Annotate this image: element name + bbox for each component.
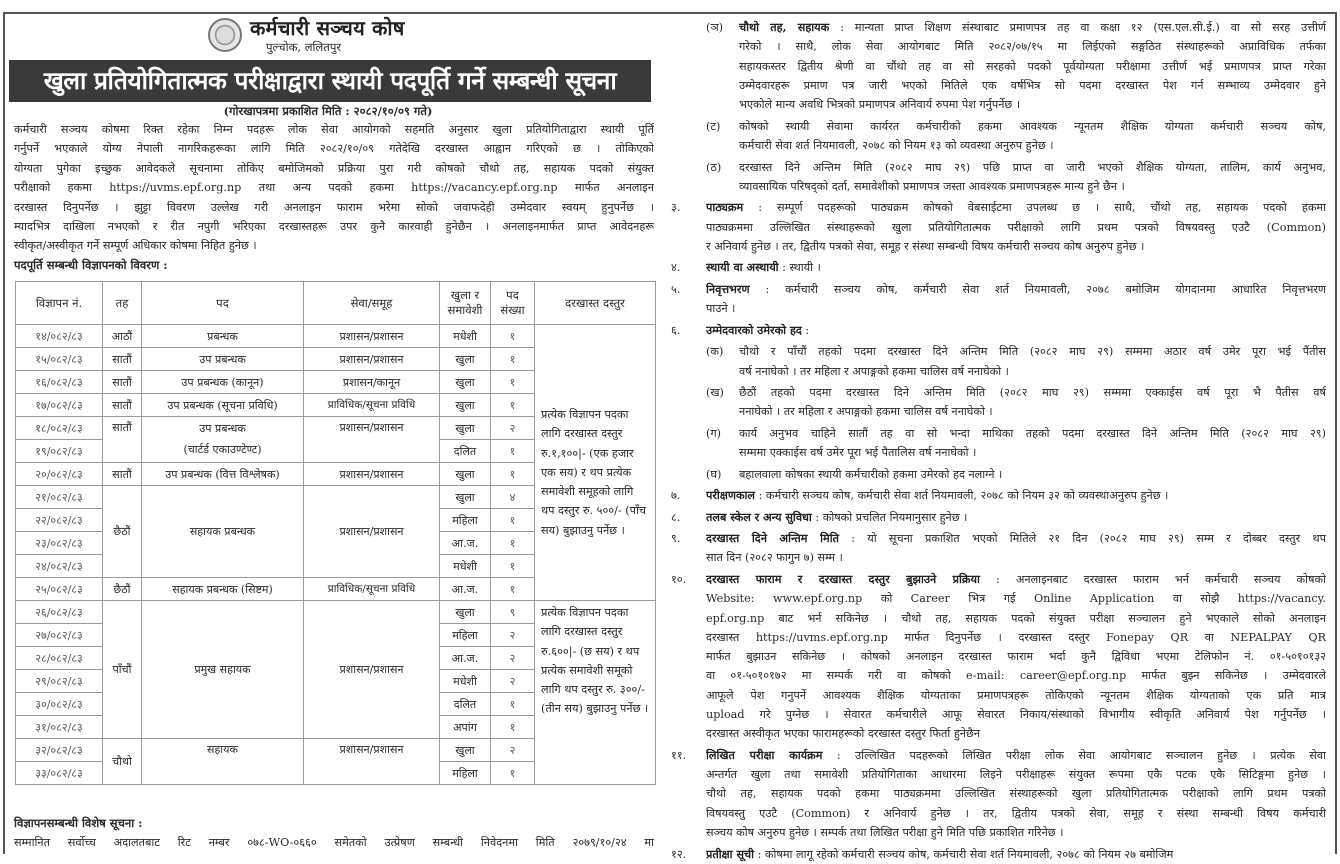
- post: उप प्रबन्धक (सूचना प्रविधि): [142, 394, 304, 417]
- clause-text: : उल्लिखित पदहरूको लिखित परीक्षा लोक सेवा आयोगबाट सञ्चालन हुनेछ । प्रत्येक सेवा: [822, 748, 1326, 762]
- post: [142, 417, 304, 463]
- clause-text: पाउने ।: [706, 302, 736, 316]
- clause-title: दरखास्त फाराम र दरखास्त दस्तुर बुझाउने प्रक्रिया: [706, 571, 980, 586]
- clause-text: कोषको स्थायी सेवामा कार्यरत कर्मचारीको हकमा आवश्यक न्यूनतम शैक्षिक योग्यता कर्मचारी सञ्चय कोष,: [739, 119, 1326, 133]
- special-notice-text: [14, 833, 654, 852]
- clause-text: Website: www.epf.org.np को Career भित्र गई Online Application वा सोझै https://vacancy.: [706, 592, 1326, 606]
- open-inclusive: मधेशी: [440, 555, 491, 578]
- post-count: १: [491, 440, 535, 463]
- clause-text: सञ्चय कोष अनुरुप हुनेछ । सम्पर्क तथा लिखित परीक्षा हुने मिति पछि प्रकाशित गरिनेछ ।: [706, 826, 1064, 839]
- clause-marker: ११.: [671, 748, 687, 762]
- clause-marker: ६.: [671, 323, 681, 337]
- clause-line: [739, 443, 1326, 462]
- clause-line: [706, 237, 1326, 256]
- ad-number: २५/०८२/८३: [16, 578, 103, 601]
- clause-title: चौथो तह, सहायक: [739, 20, 830, 34]
- clause-text: : कर्मचारी सञ्चय कोष, कर्मचारी सेवा शर्त नियमावली, २०७८ को नियम ३२ को व्यवस्थाअनुरुप हुनेछ ।: [755, 489, 1169, 503]
- clause-line: [706, 765, 1326, 784]
- level: छैठौं: [103, 486, 142, 578]
- clause-text: : सम्पूर्ण पदहरूको पाठ्यक्रम कोषको वेबसाईटमा उपलब्ध छ । साथै, चौंथो तह, सहायक पदको हकमा: [743, 201, 1326, 215]
- post-count: १: [491, 693, 535, 716]
- post: सहायक प्रबन्धक (सिष्टम): [142, 578, 304, 601]
- application-fee: प्रत्येक विज्ञापन पदका लागि दरखास्त दस्तुर रु.६००|- (छ सय) र थप प्रत्येक समावेशी समूको लागि थप दस्तुर रु. ३००/- (तीन सय) बुझाउनु पर्नेछ ।: [535, 601, 656, 785]
- clause-text: र अनिवार्य हुनेछ । तर, द्वितीय पत्रको सेवा, समूह र संस्था सम्बन्धी विषय कर्मचारी सञ्चय कोष अनुरुप हुनेछ ।: [706, 239, 1145, 253]
- post-count: १: [491, 463, 535, 486]
- post-count: १: [491, 716, 535, 739]
- open-inclusive: मधेशी: [440, 325, 491, 348]
- open-inclusive: खुला: [440, 601, 491, 624]
- clause-text: व्यावसायिक परिषद्को दर्ता, समावेशीको प्रमाणपत्र जस्ता आवश्यक प्रमाणपत्रहरू मान्य हुने छैन ।: [739, 179, 1125, 193]
- clause-line: [706, 570, 1326, 589]
- table-row: [16, 325, 656, 348]
- ad-number: २०/०८२/८३: [16, 463, 103, 486]
- clause-text: बहालवाला कोषका स्थायी कर्मचारीको हकमा उमेरको हद नलाग्ने ।: [739, 467, 1003, 481]
- clause-text: गरेको । साथै, लोक सेवा आयोगबाट मिति २०८२/०७/१५ मा लिईएको सङ्गठित संस्थाहरूको अप्राविधिक तर्फका: [739, 40, 1326, 54]
- col-header: विज्ञापन नं.: [16, 282, 103, 325]
- clause-line: [706, 724, 1326, 743]
- clause-line: [706, 845, 1326, 864]
- post-count: २: [491, 647, 535, 670]
- clause-title: परीक्षणकाल: [706, 488, 756, 503]
- clause-line: [739, 402, 1326, 421]
- intro-line: गर्नुपर्ने भएकाले योग्य नेपाली नागरिकहरूका लागि मिति २०८२/१०/०९ गतेदेखि दरखास्त आह्वान गरिएको छ । तोकिएको: [14, 142, 654, 156]
- post-count: १: [491, 325, 535, 348]
- service-group: प्रशासन/प्रशासन: [304, 463, 440, 486]
- clause-line: [706, 628, 1326, 647]
- open-inclusive: खुला: [440, 463, 491, 486]
- open-inclusive: आ.ज.: [440, 532, 491, 555]
- post-count: १: [491, 348, 535, 371]
- open-inclusive: दलित: [440, 440, 491, 463]
- clause-text: छैठौं तहको पदमा दरखास्त दिने अन्तिम मिति (२०८२ माघ २९) सम्ममा एक्काईस वर्ष पूरा भै पैतीस वर्ष: [739, 386, 1326, 399]
- clause-title: स्थायी वा अस्थायी: [706, 260, 779, 275]
- clause-title: दरखास्त दिने अन्तिम मिति: [706, 531, 839, 546]
- clause-line: [706, 486, 1326, 505]
- post-count: २: [491, 739, 535, 762]
- clause-line: [706, 609, 1326, 628]
- clause-line: [706, 647, 1326, 666]
- clause-text: : यो सूचना प्रकाशित भएको मितिले २१ दिन (२०८२ माघ २९) सम्म र दोब्बर दस्तुर थप: [838, 532, 1326, 546]
- post-count: १: [491, 371, 535, 394]
- clause-title: उम्मेदवारको उमेरको हद: [706, 322, 802, 337]
- ad-number: १६/०८२/८३: [16, 371, 103, 394]
- post-count: ९: [491, 601, 535, 624]
- clause-text: सम्ममा एक्काईस वर्ष उमेर पूरा भई पैतालिस वर्ष ननाघेको ।: [739, 446, 977, 460]
- clause-marker: (ख): [706, 386, 724, 399]
- post: प्रमुख सहायक: [142, 601, 304, 739]
- clause-line: [706, 198, 1326, 217]
- open-inclusive: खुला: [440, 371, 491, 394]
- table-row: [16, 601, 656, 624]
- clause-line: [706, 823, 1326, 842]
- clause-text: : कोषमा लागू रहेको कर्मचारी सञ्चय कोष, कर्मचारी सेवा शर्त नियमावली, २०७८ को नियम २७ बमोजिम: [754, 847, 1174, 861]
- ad-number: २३/०८२/८३: [16, 532, 103, 555]
- open-inclusive: अपांग: [440, 716, 491, 739]
- clause-line: [706, 321, 1326, 340]
- intro-line: म्यादभित्र दाखिला नभएको र रीत नपुगी भरिएका दरखास्तहरू उपर कुनै कारवाही हुनेछैन । अनलाइनमार्फत प्राप्त आवेदनहरू: [14, 220, 654, 234]
- post-count: १: [491, 394, 535, 417]
- clause-text: कार्य अनुभव चाहिने सातौं तह वा सो भन्दा माथिका तहको पदमा दरखास्त दिने अन्तिम मिति (२०८२ माघ २९): [739, 426, 1326, 440]
- ad-number: २७/०८२/८३: [16, 624, 103, 647]
- published-date: (गोरखापत्रमा प्रकाशित मिति : २०८२/१०/०९ गते): [223, 104, 433, 118]
- open-inclusive: महिला: [440, 509, 491, 532]
- clause-line: [739, 76, 1326, 95]
- clause-line: [739, 465, 1326, 484]
- clause-line: [739, 362, 1326, 381]
- level: सातौं: [103, 463, 142, 486]
- clause-line: [739, 177, 1326, 196]
- clause-text: ननाघेको । तर महिला र अपाङ्गको हकमा चालिस वर्ष ननाघेको ।: [739, 405, 993, 419]
- ad-number: २१/०८२/८३: [16, 486, 103, 509]
- clause-line: [739, 383, 1326, 402]
- ad-number: १५/०८२/८३: [16, 348, 103, 371]
- clause-title: निवृत्तभरण: [706, 281, 750, 296]
- clause-line: [706, 746, 1326, 765]
- level: आठौं: [103, 325, 142, 348]
- ad-number: ३२/०८२/८३: [16, 739, 103, 762]
- clause-text: : अनलाइनबाट दरखास्त फाराम भर्न कर्मचारी सञ्चय कोषको: [979, 572, 1326, 586]
- org-name: कर्मचारी सञ्चय कोष: [250, 16, 405, 40]
- level: सातौं: [103, 394, 142, 417]
- clause-text: चौथो र पाँचौं तहको पदमा दरखास्त दिने अन्तिम मिति (२०८२ माघ २९) सम्ममा अठार वर्ष उमेर पूरा भई पैंतीस: [739, 345, 1326, 359]
- clause-text: वर्ष ननाघेको । तर महिला र अपाङ्गको हकमा चालिस वर्ष ननाघेको ।: [739, 364, 1009, 378]
- clause-marker: (ठ): [706, 160, 722, 174]
- clause-line: [706, 804, 1326, 823]
- open-inclusive: खुला: [440, 394, 491, 417]
- open-inclusive: मधेशी: [440, 670, 491, 693]
- vacancy-table: [15, 281, 656, 785]
- clause-text: upload गरे पुग्नेछ । सेवारत कर्मचारीले आफू सेवारत निकाय/संस्थाको विभागीय स्वीकृति अनिवार्य पेश गर्नुपर्नेछ ।: [706, 708, 1326, 721]
- clause-line: [739, 424, 1326, 443]
- ad-number: १८/०८२/८३: [16, 417, 103, 440]
- post: सहायक प्रबन्धक: [142, 486, 304, 578]
- clause-line: [706, 589, 1326, 608]
- service-group: प्रशासन/कानून: [304, 371, 440, 394]
- clause-line: [706, 784, 1326, 803]
- service-group: प्राविधिक/सूचना प्रविधि: [304, 578, 440, 601]
- col-header: सेवा/समूह: [304, 282, 440, 325]
- post-count: १: [491, 555, 535, 578]
- clause-marker: (ट): [706, 119, 721, 133]
- clause-text: सात दिन (२०८२ फागुन ७) सम्म ।: [706, 551, 843, 565]
- ad-number: २२/०८२/८३: [16, 509, 103, 532]
- post-line: (चार्टर्ड एकाउण्टेण्ट): [183, 443, 262, 456]
- ad-number: १७/०८२/८३: [16, 394, 103, 417]
- org-address: पुल्चोक, ललितपुर: [266, 40, 342, 54]
- clause-line: [706, 686, 1326, 705]
- clause-line: [706, 218, 1326, 237]
- special-notice-heading: विज्ञापनसम्बन्धी विशेष सूचना :: [14, 816, 143, 830]
- service-group: प्राविधिक/सूचना प्रविधि: [304, 394, 440, 417]
- post: उप प्रबन्धक (कानून): [142, 371, 304, 394]
- clause-line: [739, 57, 1326, 76]
- service-group: प्रशासन/प्रशासन: [304, 486, 440, 578]
- clause-line: [706, 529, 1326, 548]
- level: पाँचौं: [103, 601, 142, 739]
- clause-text: : स्थायी ।: [778, 261, 821, 275]
- clause-line: [739, 136, 1326, 155]
- open-inclusive: खुला: [440, 739, 491, 762]
- clause-text: सहायकस्तर द्वितीय श्रेणी वा चौंथो तह वा सो सरहको पदको पूर्वयोग्यता परीक्षामा उत्तीर्ण भई प्रमाणपत्र प्राप्त गरेका: [739, 59, 1326, 73]
- table-header-row: [16, 282, 656, 325]
- post-count: १: [491, 509, 535, 532]
- col-header: खुला र समावेशी: [440, 282, 491, 325]
- service-group: प्रशासन/प्रशासन: [304, 601, 440, 739]
- col-header: तह: [103, 282, 142, 325]
- intro-line: दरखास्त दिनुपर्नेछ । झुट्टा विवरण उल्लेख गरी अनलाइन फाराम भरेमा सोको जवाफदेही उम्मेदवार स्वयम् हुनुपर्नेछ ।: [14, 200, 654, 214]
- clause-title: तलब स्केल र अन्य सुविधा: [706, 509, 812, 524]
- ad-number: १९/०८२/८३: [16, 440, 103, 463]
- col-header: पद: [142, 282, 304, 325]
- clause-line: [706, 280, 1326, 299]
- ad-number: २६/०८२/८३: [16, 601, 103, 624]
- clause-text: दरखास्त दिने अन्तिम मिति (२०८२ माघ २९) पछि प्राप्त वा जारी भएको शैक्षिक योग्यता, तालिम, कार्य अनुभव,: [739, 160, 1326, 174]
- clause-line: [739, 117, 1326, 136]
- post-count: २: [491, 417, 535, 440]
- ad-number: १४/०८२/८३: [16, 325, 103, 348]
- clause-marker: ७.: [671, 489, 681, 503]
- post: सहायक: [142, 739, 304, 785]
- ad-number: ३०/०८२/८३: [16, 693, 103, 716]
- clause-text: दरखास्त https://uvms.epf.org.np मार्फत दिनुपर्नेछ । दरखास्त दस्तुर Fonepay QR वा NEPALPAY QR: [706, 630, 1326, 644]
- post: उप प्रबन्धक (वित्त विश्लेषक): [142, 463, 304, 486]
- clause-text: कर्मचारी सेवा शर्त नियमावली, २०७८ को नियम १३ को व्यवस्था अनुरुप हुनेछ ।: [739, 139, 1054, 152]
- clause-line: [706, 508, 1326, 527]
- ad-number: २९/०८२/८३: [16, 670, 103, 693]
- open-inclusive: महिला: [440, 624, 491, 647]
- table-title: पदपूर्ति सम्बन्धी विज्ञापनको विवरण :: [14, 258, 168, 272]
- service-group: प्रशासन/प्रशासन: [304, 348, 440, 371]
- clause-marker: ५.: [671, 282, 681, 296]
- clause-line: [739, 95, 1326, 114]
- ad-number: २४/०८२/८३: [16, 555, 103, 578]
- post-line: उप प्रबन्धक: [199, 422, 246, 435]
- level: सातौं: [103, 417, 142, 463]
- open-inclusive: आ.ज.: [440, 578, 491, 601]
- notice-title: खुला प्रतियोगितात्मक परीक्षाद्वारा स्थायी पदपूर्ति गर्ने सम्बन्धी सूचना: [9, 60, 651, 102]
- open-inclusive: खुला: [440, 348, 491, 371]
- ad-number: ३३/०८२/८३: [16, 762, 103, 785]
- clause-text: :: [801, 323, 810, 337]
- clause-title: प्रतीक्षा सूची: [706, 846, 755, 861]
- post-count: २: [491, 624, 535, 647]
- intro-line: योग्यता पुगेका इच्छुक आवेदकले सूचनामा तोकिए बमोजिमको प्रक्रिया पुरा गरी कोषको चौथो तह, सहायक पदको संयुक्त: [14, 161, 654, 175]
- intro-line: स्वीकृत/अस्वीकृत गर्ने सम्पूर्ण अधिकार कोषमा निहित हुनेछ ।: [14, 239, 257, 253]
- service-group: प्रशासन/प्रशासन: [304, 417, 440, 463]
- post-count: १: [491, 578, 535, 601]
- clause-text: मार्फत बुझाउन सकिनेछ । कोषको अनलाइन दरखास्त फाराम भर्दा कुनै द्विविधा भएमा टेलिफोन नं. ०१-५०१०१३२: [706, 650, 1326, 664]
- clause-marker: १०.: [671, 572, 687, 586]
- clause-marker: ९.: [671, 532, 681, 546]
- clause-text: उम्मेदवारहरू प्रमाण पत्र जारी भएको मितिले एक वर्षभित्र सो पदमा दरखास्त पेश गर्न सम्भाव्य उम्मेदवार हुने: [739, 78, 1326, 92]
- clause-marker: १२.: [671, 847, 687, 861]
- clause-text: वा ०१-५०१०१७२ मा सम्पर्क गरी वा कोषको e-mail: career@epf.org.np मार्फत बुझ्न सकिनेछ । उम्मेदवारले: [706, 669, 1326, 683]
- special-notice-line: सम्मानित सर्वोच्च अदालतबाट रिट नम्बर ०७८-WO-०६६० समेतको उत्प्रेषण सम्बन्धी निवेदनमा मिति २०७९/१०/२४ मा: [14, 836, 654, 849]
- clause-text: आफूले पेश गनुपर्ने आवश्यक शैक्षिक योग्यताका प्रमाणपत्रहरू तोकिएको न्यूनतम शैक्षिक योग्यताको एक प्रति मात्र: [706, 688, 1326, 702]
- post: उप प्रबन्धक: [142, 348, 304, 371]
- level: सातौं: [103, 348, 142, 371]
- clause-marker: ३.: [671, 201, 681, 215]
- clause-line: [706, 258, 1326, 277]
- clause-text: पाठ्यक्रममा उल्लिखित संस्थाहरूको खुला प्रतियोगितात्मक परीक्षाको लागि प्रथम पत्रको विषयवस्तु एउटै (Common): [706, 220, 1326, 234]
- level: छैठौं: [103, 578, 142, 601]
- clause-text: अन्तर्गत खुला तथा समावेशी प्रतियोगिताका आधारमा लिइने परीक्षाहरू संयुक्त रूपमा एकै पटक एकै सिटिङ्गमा हुनेछ ।: [706, 768, 1326, 782]
- service-group: प्रशासन/प्रशासन: [304, 325, 440, 348]
- post-count: १: [491, 762, 535, 785]
- clause-text: : कोषको प्रचलित नियमानुसार हुनेछ ।: [811, 510, 968, 524]
- open-inclusive: खुला: [440, 486, 491, 509]
- clause-text: चौथो तह, सहायक पदको हकमा पाठ्यक्रममा उल्लिखित संस्थाहरूको खुला प्रतियोगितात्मक परीक्षाको लागि प्रथम पत्रको: [706, 787, 1326, 801]
- clause-marker: (ग): [706, 426, 722, 440]
- clause-line: [739, 18, 1326, 37]
- col-header: पद संख्या: [491, 282, 535, 325]
- service-group: प्रशासन/प्रशासन: [304, 739, 440, 785]
- clause-marker: ८.: [671, 510, 681, 524]
- post: प्रबन्धक: [142, 325, 304, 348]
- clause-line: [739, 158, 1326, 177]
- clause-marker: (घ): [706, 467, 722, 481]
- clause-marker: ४.: [671, 261, 681, 275]
- open-inclusive: खुला: [440, 417, 491, 440]
- level: सातौं: [103, 371, 142, 394]
- clause-line: [739, 342, 1326, 361]
- clause-title: लिखित परीक्षा कार्यक्रम: [706, 747, 823, 762]
- application-fee: प्रत्येक विज्ञापन पदका लागि दरखास्त दस्तुर रु.१,१००|- (एक हजार एक सय) र थप प्रत्येक समावेशी समूहको लागि थप दस्तुर रु. ५००/- (पाँच सय) बुझाउनु पर्नेछ ।: [535, 325, 656, 601]
- clause-line: [706, 666, 1326, 685]
- clause-text: भएकोले मान्य अवधि भित्रको प्रमाणपत्र अनिवार्य रुपमा पेश गर्नुपर्नेछ ।: [739, 98, 1021, 112]
- level: चौथो: [103, 739, 142, 785]
- clause-text: दरखास्त अस्वीकृत भएका फारामहरूको दरखास्त दस्तुर फिर्ता हुनेछैन: [706, 727, 981, 741]
- clause-text: विषयवस्तु एउटै (Common) र अनिवार्य हुनेछ । तर, द्वितीय पत्रको सेवा, समूह र संस्था सम्बन्धी विषय कर्मचारी: [706, 806, 1326, 820]
- intro-line: कर्मचारी सञ्चय कोषमा रिक्त रहेका निम्न पदहरू लोक सेवा आयोगको सहमति अनुसार खुला प्रतियोगिताद्वारा स्थायी पूर्ति: [14, 123, 654, 136]
- post-count: २: [491, 670, 535, 693]
- col-header: दरखास्त दस्तुर: [535, 282, 656, 325]
- ad-number: २८/०८२/८३: [16, 647, 103, 670]
- clause-text: : कर्मचारी सञ्चय कोष, कर्मचारी सेवा शर्त नियमावली, २०७८ बमोजिम योगदानमा आधारित निवृत्तभरण: [749, 282, 1326, 296]
- clause-line: [706, 705, 1326, 724]
- clause-line: [706, 299, 1326, 318]
- clause-title: पाठ्यक्रम: [706, 200, 744, 215]
- intro-line: परीक्षाको हकमा https://uvms.epf.org.np तथा अन्य पदको हकमा https://vacancy.epf.org.np मार्फत अनलाइन: [14, 181, 654, 195]
- post-count: १: [491, 532, 535, 555]
- intro-paragraph: [14, 120, 654, 256]
- clause-line: [706, 548, 1326, 567]
- open-inclusive: महिला: [440, 762, 491, 785]
- clause-line: [739, 37, 1326, 56]
- clause-marker: (क): [706, 345, 724, 359]
- ad-number: ३१/०८२/८३: [16, 716, 103, 739]
- open-inclusive: दलित: [440, 693, 491, 716]
- open-inclusive: आ.ज.: [440, 647, 491, 670]
- post-count: ४: [491, 486, 535, 509]
- clause-text: epf.org.np बाट भर्न सकिनेछ । चौथो तह, सहायक पदको संयुक्त परीक्षा सञ्चालन हुने भएकाले सोको अनलाइन: [706, 611, 1326, 625]
- clause-text: : मान्यता प्राप्त शिक्षण संस्थाबाट प्रमाणपत्र तह वा कक्षा १२ (एस.एल.सी.ई.) वा सो सरह उत्तीर्ण: [829, 21, 1326, 34]
- org-emblem-icon: [208, 18, 242, 52]
- clause-marker: (ञ): [706, 21, 724, 34]
